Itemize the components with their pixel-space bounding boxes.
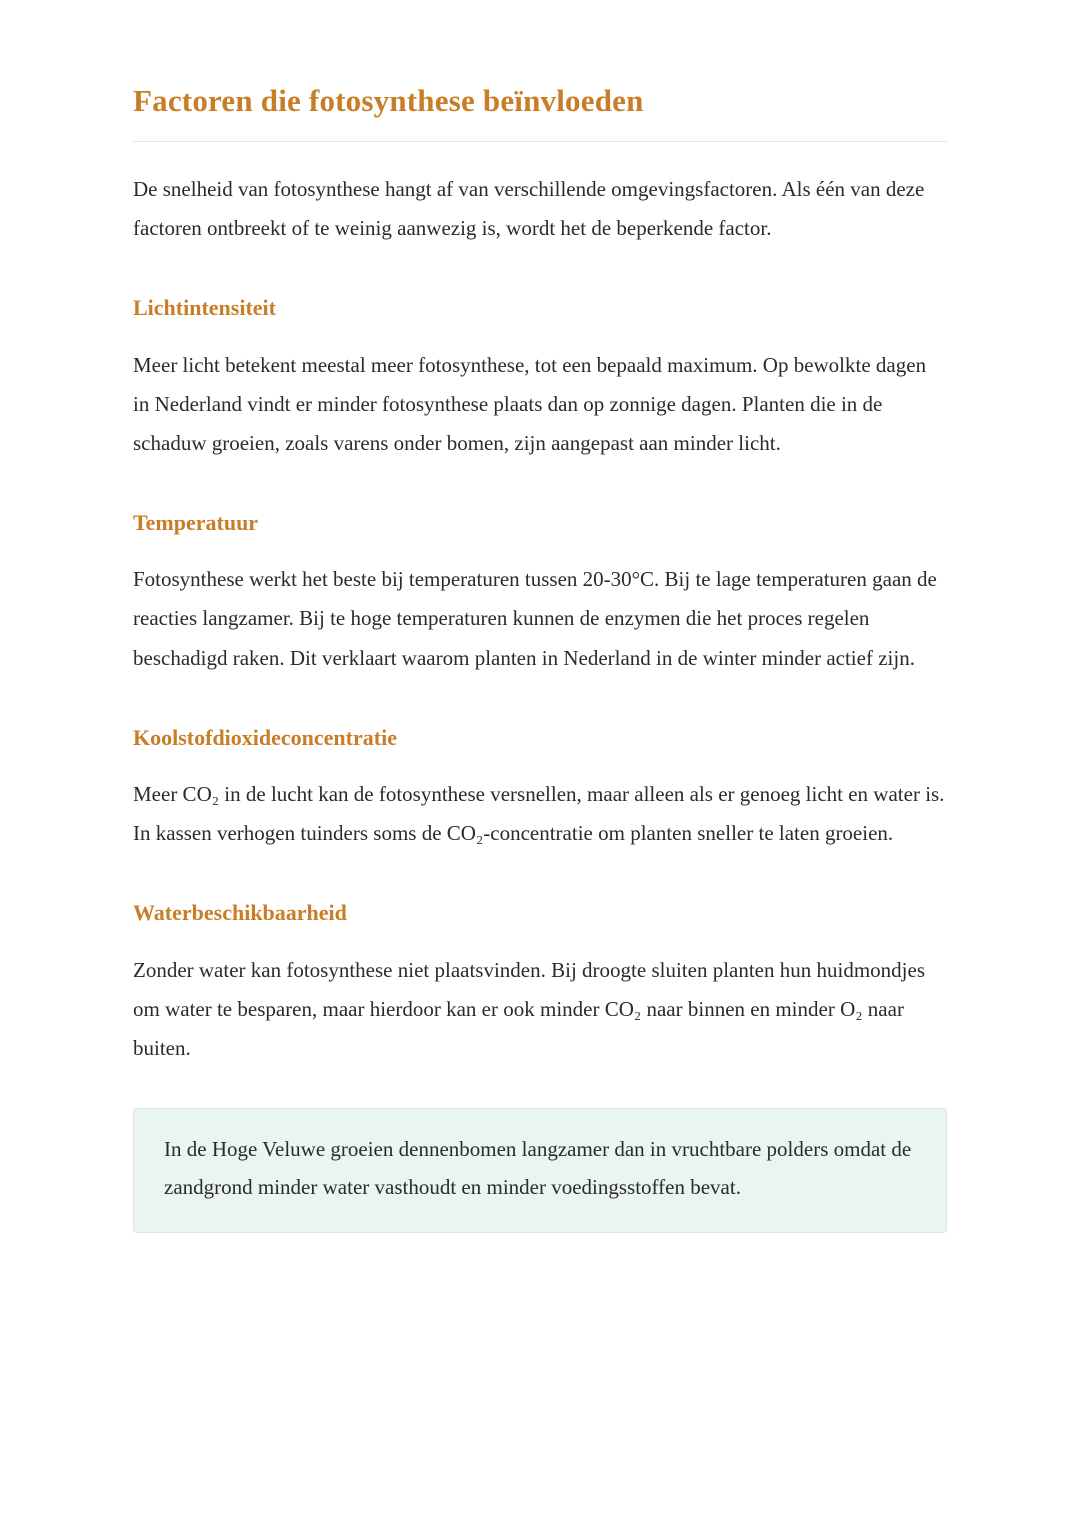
section-waterbeschikbaarheid <box>133 899 947 1068</box>
section-paragraph-waterbeschikbaarheid: Zonder water kan fotosynthese niet plaatsvinden. Bij droogte sluiten planten hun huidmondjes om water te besparen, maar hierdoor kan er ook minder CO₂ naar binnen en minder O₂ naar buiten. <box>133 957 926 1060</box>
section-heading-waterbeschikbaarheid: Waterbeschikbaarheid <box>133 900 347 926</box>
callout-text: In de Hoge Veluwe groeien dennenbomen langzamer dan in vruchtbare polders omdat de zandgrond minder water vasthoudt en minder voedingsstoffen bevat. <box>164 1136 912 1199</box>
document-page <box>133 0 947 1233</box>
section-heading-temperatuur: Temperatuur <box>133 509 259 535</box>
section-paragraph-lichtintensiteit: Meer licht betekent meestal meer fotosynthese, tot een bepaald maximum. Op bewolkte dagen in Nederland vindt er minder fotosynthese plaats dan op zonnige dagen. Planten die in de schaduw groeien, zoals varens onder bomen, zijn aangepast aan minder licht. <box>133 352 927 455</box>
title-divider <box>133 141 947 142</box>
section-heading-lichtintensiteit: Lichtintensiteit <box>133 295 276 321</box>
section-lichtintensiteit <box>133 294 947 463</box>
callout-box <box>133 1108 947 1234</box>
section-temperatuur <box>133 509 947 678</box>
intro-paragraph: De snelheid van fotosynthese hangt af van verschillende omgevingsfactoren. Als één van deze factoren ontbreekt of te weinig aanwezig is, wordt het de beperkende factor. <box>133 177 925 241</box>
section-paragraph-temperatuur: Fotosynthese werkt het beste bij temperaturen tussen 20-30°C. Bij te lage temperaturen gaan de reacties langzamer. Bij te hoge temperaturen kunnen de enzymen die het proces regelen beschadigd raken. Dit verklaart waarom planten in Nederland in de winter minder actief zijn. <box>133 567 937 670</box>
section-paragraph-koolstofdioxideconcentratie: Meer CO₂ in de lucht kan de fotosynthese versnellen, maar alleen als er genoeg licht en water is. In kassen verhogen tuinders soms de CO₂-concentratie om planten sneller te laten groeien. <box>133 782 945 846</box>
page-title: Factoren die fotosynthese beïnvloeden <box>133 83 644 118</box>
section-koolstofdioxideconcentratie <box>133 724 947 854</box>
section-heading-koolstofdioxideconcentratie: Koolstofdioxideconcentratie <box>133 724 397 750</box>
